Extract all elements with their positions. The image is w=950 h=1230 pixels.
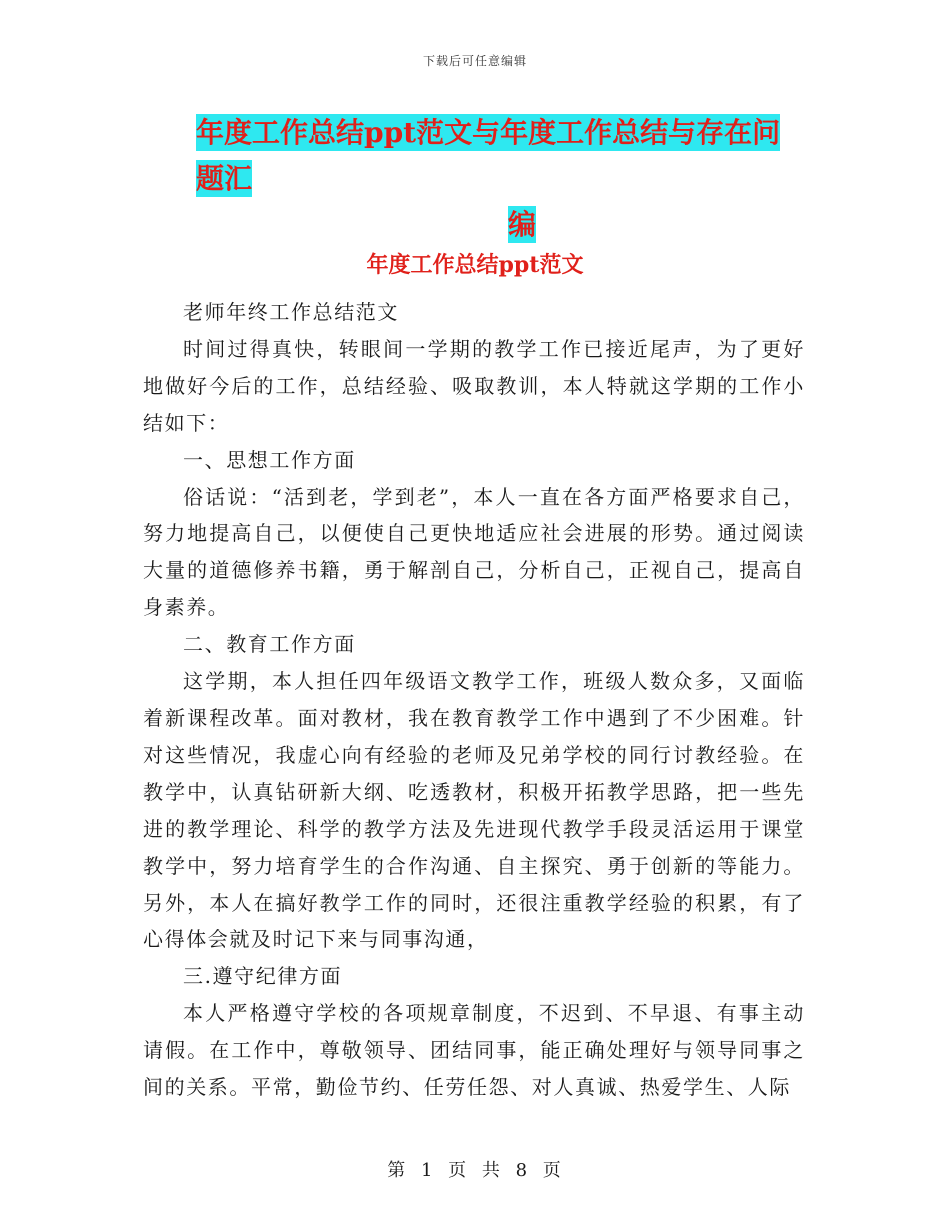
header-note: 下载后可任意编辑 bbox=[422, 54, 527, 68]
paragraph-heading: 三.遵守纪律方面 bbox=[183, 964, 343, 989]
title-line-1: 年度工作总结ppt范文与年度工作总结与存在问题汇 bbox=[196, 116, 781, 195]
paragraph: 这学期，本人担任四年级语文教学工作，班级人数众多，又面临着新课程改革。面对教材，我在教育教学工作中遇到了不少困难。针对这些情况，我虚心向有经验的老师及兄弟学校的同行讨教经验。在教学中，认真钻研新大纲、吃透教材，积极开拓教学思路，把一些先进的教学理论、科学的教学方法及先进现代教学手段灵活运用于课堂教学中，努力培育学生的合作沟通、自主探究、勇于创新的等能力。另外，本人在搞好教学工作的同时，还很注重教学经验的积累，有了心得体会就及时记下来与同事沟通， bbox=[143, 669, 805, 952]
paragraph: 时间过得真快，转眼间一学期的教学工作已接近尾声，为了更好地做好今后的工作，总结经验、吸取教训，本人特就这学期的工作小结如下： bbox=[143, 336, 805, 435]
paragraph: 俗话说：“活到老，学到老”，本人一直在各方面严格要求自己，努力地提高自己，以便使自己更快地适应社会进展的形势。通过阅读大量的道德修养书籍，勇于解剖自己，分析自己，正视自己，提高自身素养。 bbox=[143, 484, 805, 620]
paragraph-heading: 老师年终工作总结范文 bbox=[183, 300, 399, 324]
title-line-2: 编 bbox=[507, 208, 536, 241]
document-title bbox=[196, 110, 806, 248]
page-number: 第 1 页 共 8 页 bbox=[387, 1160, 563, 1181]
section-title: 年度工作总结ppt范文 bbox=[366, 252, 584, 278]
paragraph-heading: 二、教育工作方面 bbox=[183, 632, 356, 657]
document-body bbox=[143, 294, 805, 1106]
paragraph: 本人严格遵守学校的各项规章制度，不迟到、不早退、有事主动请假。在工作中，尊敬领导、团结同事，能正确处理好与领导同事之间的关系。平常，勤俭节约、任劳任怨、对人真诚、热爱学生、人际 bbox=[143, 1001, 805, 1100]
paragraph-heading: 一、思想工作方面 bbox=[183, 447, 356, 472]
